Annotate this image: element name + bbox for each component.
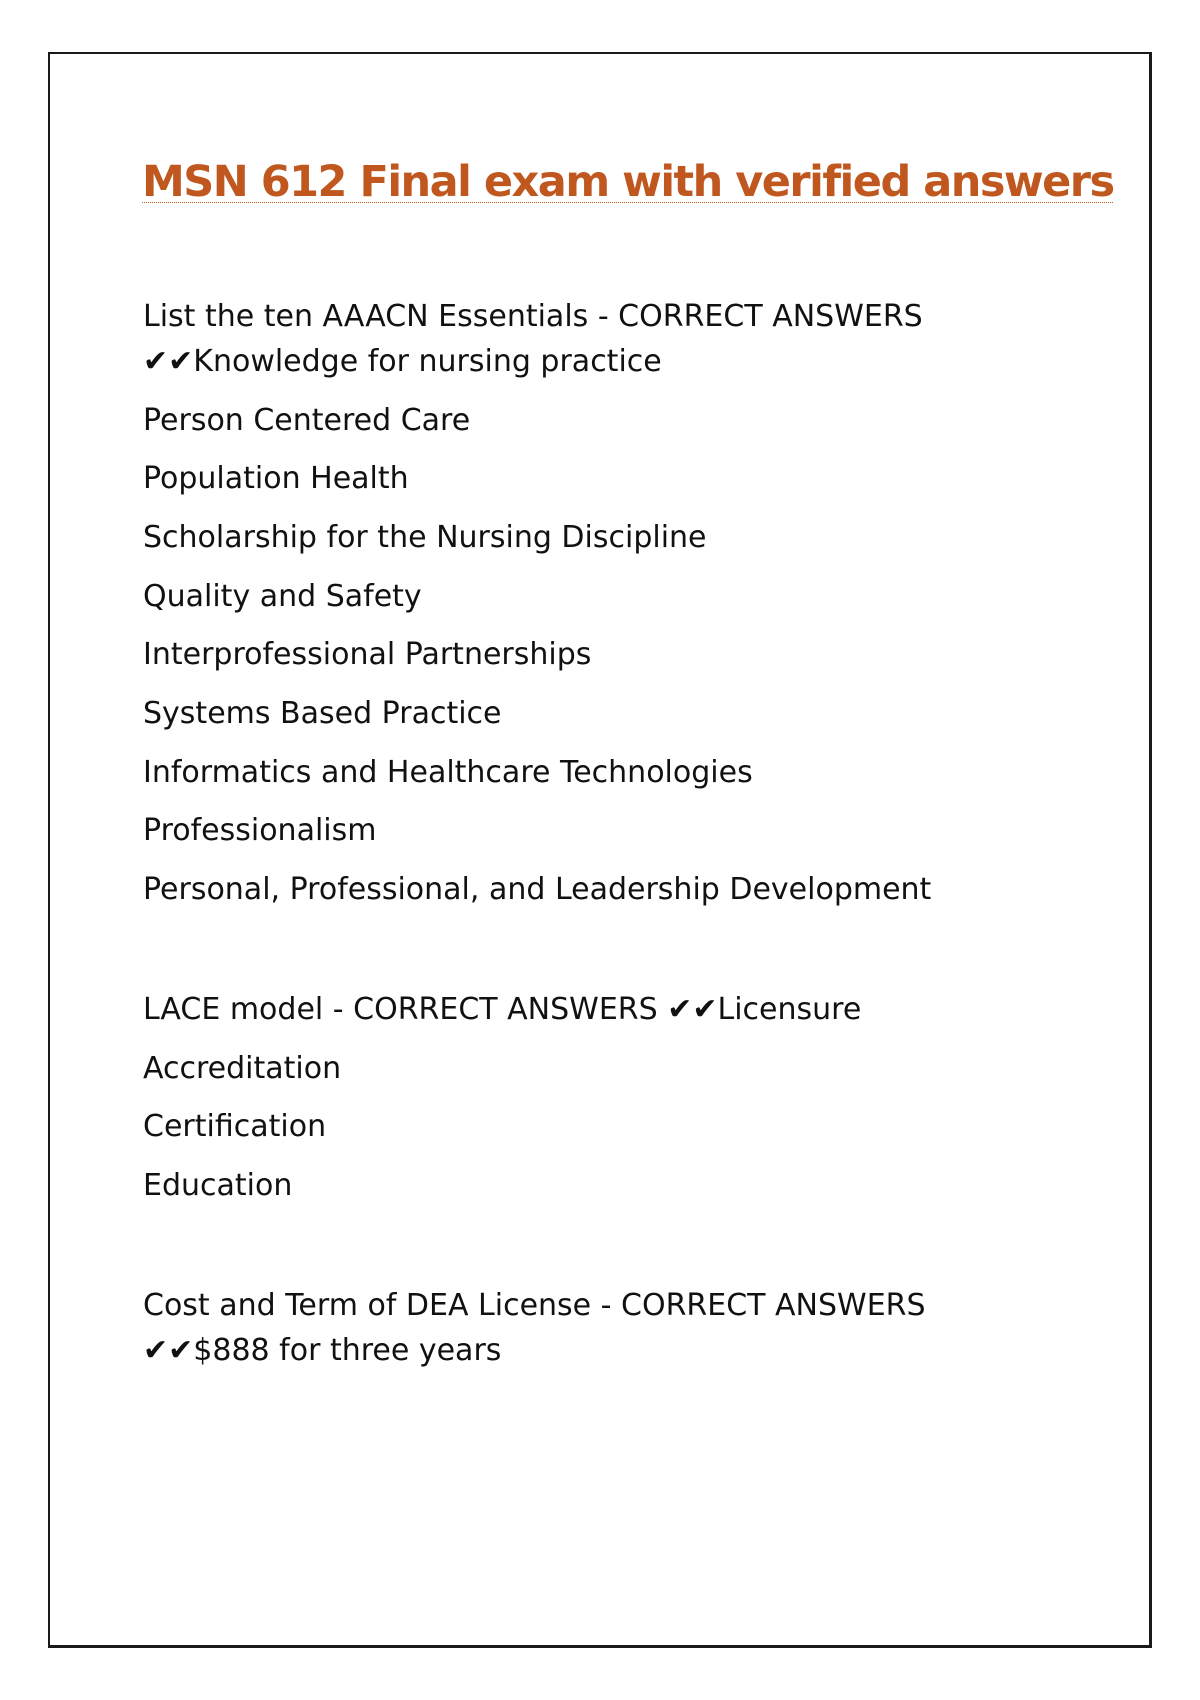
question-aaacn-essentials: List the ten AAACN Essentials - CORRECT ANSWERS xyxy=(143,299,923,334)
answer-aaacn-6: Interprofessional Partnerships xyxy=(143,637,592,672)
answer-dea-license: ✔✔$888 for three years xyxy=(143,1333,502,1368)
answer-aaacn-4: Scholarship for the Nursing Discipline xyxy=(143,520,707,555)
document-title: MSN 612 Final exam with verified answers xyxy=(142,157,1114,207)
answer-aaacn-2: Person Centered Care xyxy=(143,403,471,438)
document-page xyxy=(48,52,1152,1648)
question-dea-license: Cost and Term of DEA License - CORRECT ANSWERS xyxy=(143,1288,926,1323)
answer-lace-2: Accreditation xyxy=(143,1051,342,1086)
answer-aaacn-1: ✔✔Knowledge for nursing practice xyxy=(143,344,662,379)
answer-aaacn-10: Personal, Professional, and Leadership Development xyxy=(143,872,932,907)
answer-aaacn-8: Informatics and Healthcare Technologies xyxy=(143,755,753,790)
answer-aaacn-9: Professionalism xyxy=(143,813,377,848)
question-lace-model: LACE model - CORRECT ANSWERS ✔✔Licensure xyxy=(143,992,862,1027)
answer-aaacn-3: Population Health xyxy=(143,461,409,496)
answer-lace-3: Certification xyxy=(143,1109,327,1144)
answer-aaacn-5: Quality and Safety xyxy=(143,579,422,614)
answer-lace-4: Education xyxy=(143,1168,293,1203)
answer-aaacn-7: Systems Based Practice xyxy=(143,696,502,731)
